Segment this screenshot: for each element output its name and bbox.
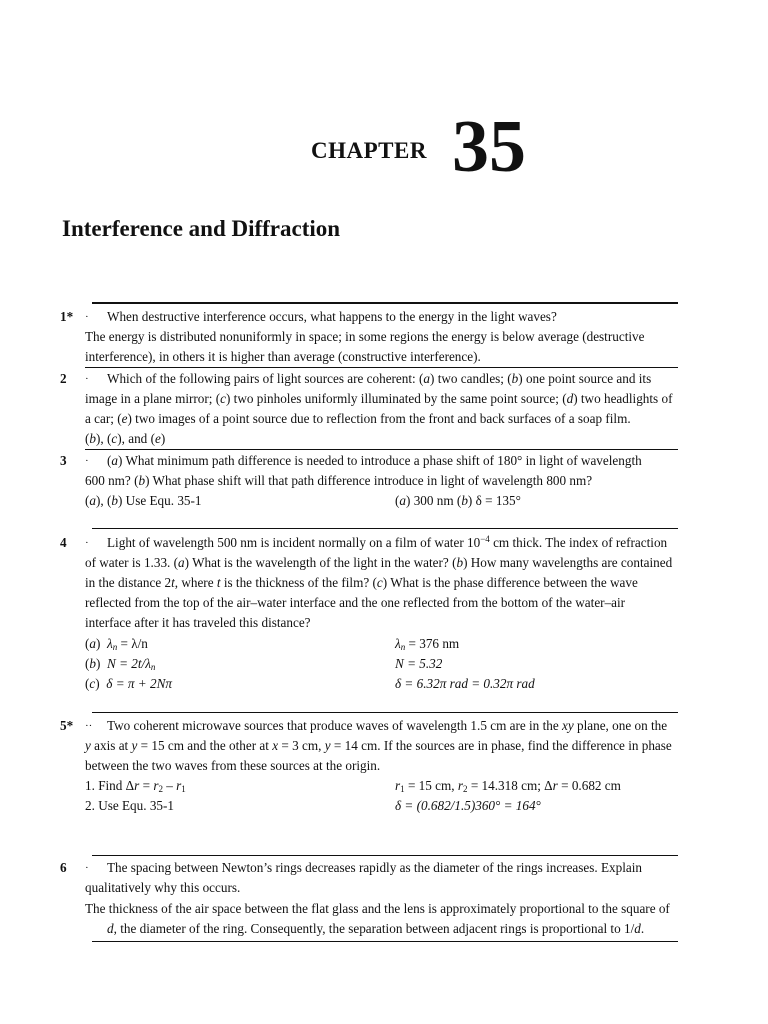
question-text: Two coherent microwave sources that produce waves of wavelength 1.5 cm are in the xy plane, one on the (107, 718, 668, 733)
problem-divider (85, 367, 678, 368)
problem-divider (85, 449, 678, 450)
solution-result: $r_1 = 15$ cm, $r_2 = 14.318$ cm; Δr = 0.682 cm (395, 778, 621, 794)
answer-text: (b), (c), and (e) (85, 431, 166, 446)
chapter-title: Interference and Diffraction (62, 216, 341, 241)
chapter-number: 35 (452, 106, 526, 188)
question-text: y axis at y = 15 cm and the other at x = 3 cm, y = 14 cm. If the sources are in phase, find the difference in phase (85, 738, 672, 753)
question-text: qualitatively why this occurs. (85, 880, 241, 895)
question-text: The spacing between Newton’s rings decreases rapidly as the diameter of the rings increases. Explain (107, 860, 643, 875)
problem-divider (92, 855, 678, 856)
answer-text: The thickness of the air space between the flat glass and the lens is approximately proportional to the square of (85, 901, 670, 916)
question-text: in the distance 2t, where t is the thickness of the film? (c) What is the phase difference between the wave (85, 575, 638, 590)
answer-text: The energy is distributed nonuniformly in space; in some regions the energy is below average (destructive (85, 329, 645, 344)
difficulty-marker: ·· (85, 720, 93, 732)
solution-step: 1. Find $\Delta r = r_2 - r_1$ (85, 778, 186, 794)
question-text: Light of wavelength 500 nm is incident normally on a film of water $10^{-4}$ cm thick. The index of refraction (107, 534, 668, 550)
question-text: image in a plane mirror; (c) two pinholes uniformly illuminated by the same point source; (d) two headlights of (85, 391, 673, 406)
solution-step: 2. Use Equ. 35-1 (85, 798, 175, 813)
question-text: a car; (e) two images of a point source due to reflection from the front and back surfaces of a soap film. (85, 411, 631, 426)
question-text: (a) What minimum path difference is needed to introduce a phase shift of 180° in light of wavelength (107, 453, 642, 468)
problem-divider (92, 302, 678, 304)
problem-number: 5* (60, 718, 74, 733)
problem-divider (92, 528, 678, 529)
problem-number: 4 (60, 535, 67, 550)
difficulty-marker: · (85, 537, 89, 549)
problem-divider (92, 941, 678, 942)
question-text: When destructive interference occurs, what happens to the energy in the light waves? (107, 309, 557, 324)
solution-step: (a) $\lambda_n = \lambda/n$ (85, 636, 148, 652)
question-text: interface after it has traveled this distance? (85, 615, 311, 630)
solution-result: N = 5.32 (395, 656, 443, 671)
question-text: between the two waves from these sources at the origin. (85, 758, 381, 773)
question-text: reflected from the top of the air–water interface and the one reflected from the bottom of the water–air (85, 595, 626, 610)
difficulty-marker: · (85, 455, 89, 467)
question-text: of water is 1.33. (a) What is the wavelength of the light in the water? (b) How many wavelengths are contained (85, 555, 673, 570)
question-text: 600 nm? (b) What phase shift will that path difference introduce in light of wavelength 800 nm? (85, 473, 593, 488)
solution-result: (a) 300 nm (b) δ = 135° (395, 493, 521, 508)
solution-step: (a), (b) Use Equ. 35-1 (85, 493, 202, 508)
solution-step: (b) $N = 2t/\lambda_n$ (85, 656, 156, 672)
solution-result: $\lambda_n = 376$ nm (395, 636, 460, 652)
difficulty-marker: · (85, 862, 89, 874)
difficulty-marker: · (85, 373, 89, 385)
solution-step: (c) δ = π + 2Nπ (85, 676, 172, 691)
answer-text: d, the diameter of the ring. Consequently, the separation between adjacent rings is proportional to 1/d. (107, 921, 645, 936)
problem-number: 2 (60, 371, 67, 386)
solution-result: δ = (0.682/1.5)360° = 164° (395, 798, 541, 813)
problem-number: 6 (60, 860, 67, 875)
question-text: Which of the following pairs of light sources are coherent: (a) two candles; (b) one point source and its (107, 371, 652, 386)
chapter-label: CHAPTER (311, 138, 427, 163)
problem-divider (92, 712, 678, 713)
solution-result: δ = 6.32π rad = 0.32π rad (395, 676, 535, 691)
answer-text: interference), in others it is higher than average (constructive interference). (85, 349, 481, 364)
difficulty-marker: · (85, 311, 89, 323)
problem-number: 3 (60, 453, 67, 468)
problem-number: 1* (60, 309, 74, 324)
